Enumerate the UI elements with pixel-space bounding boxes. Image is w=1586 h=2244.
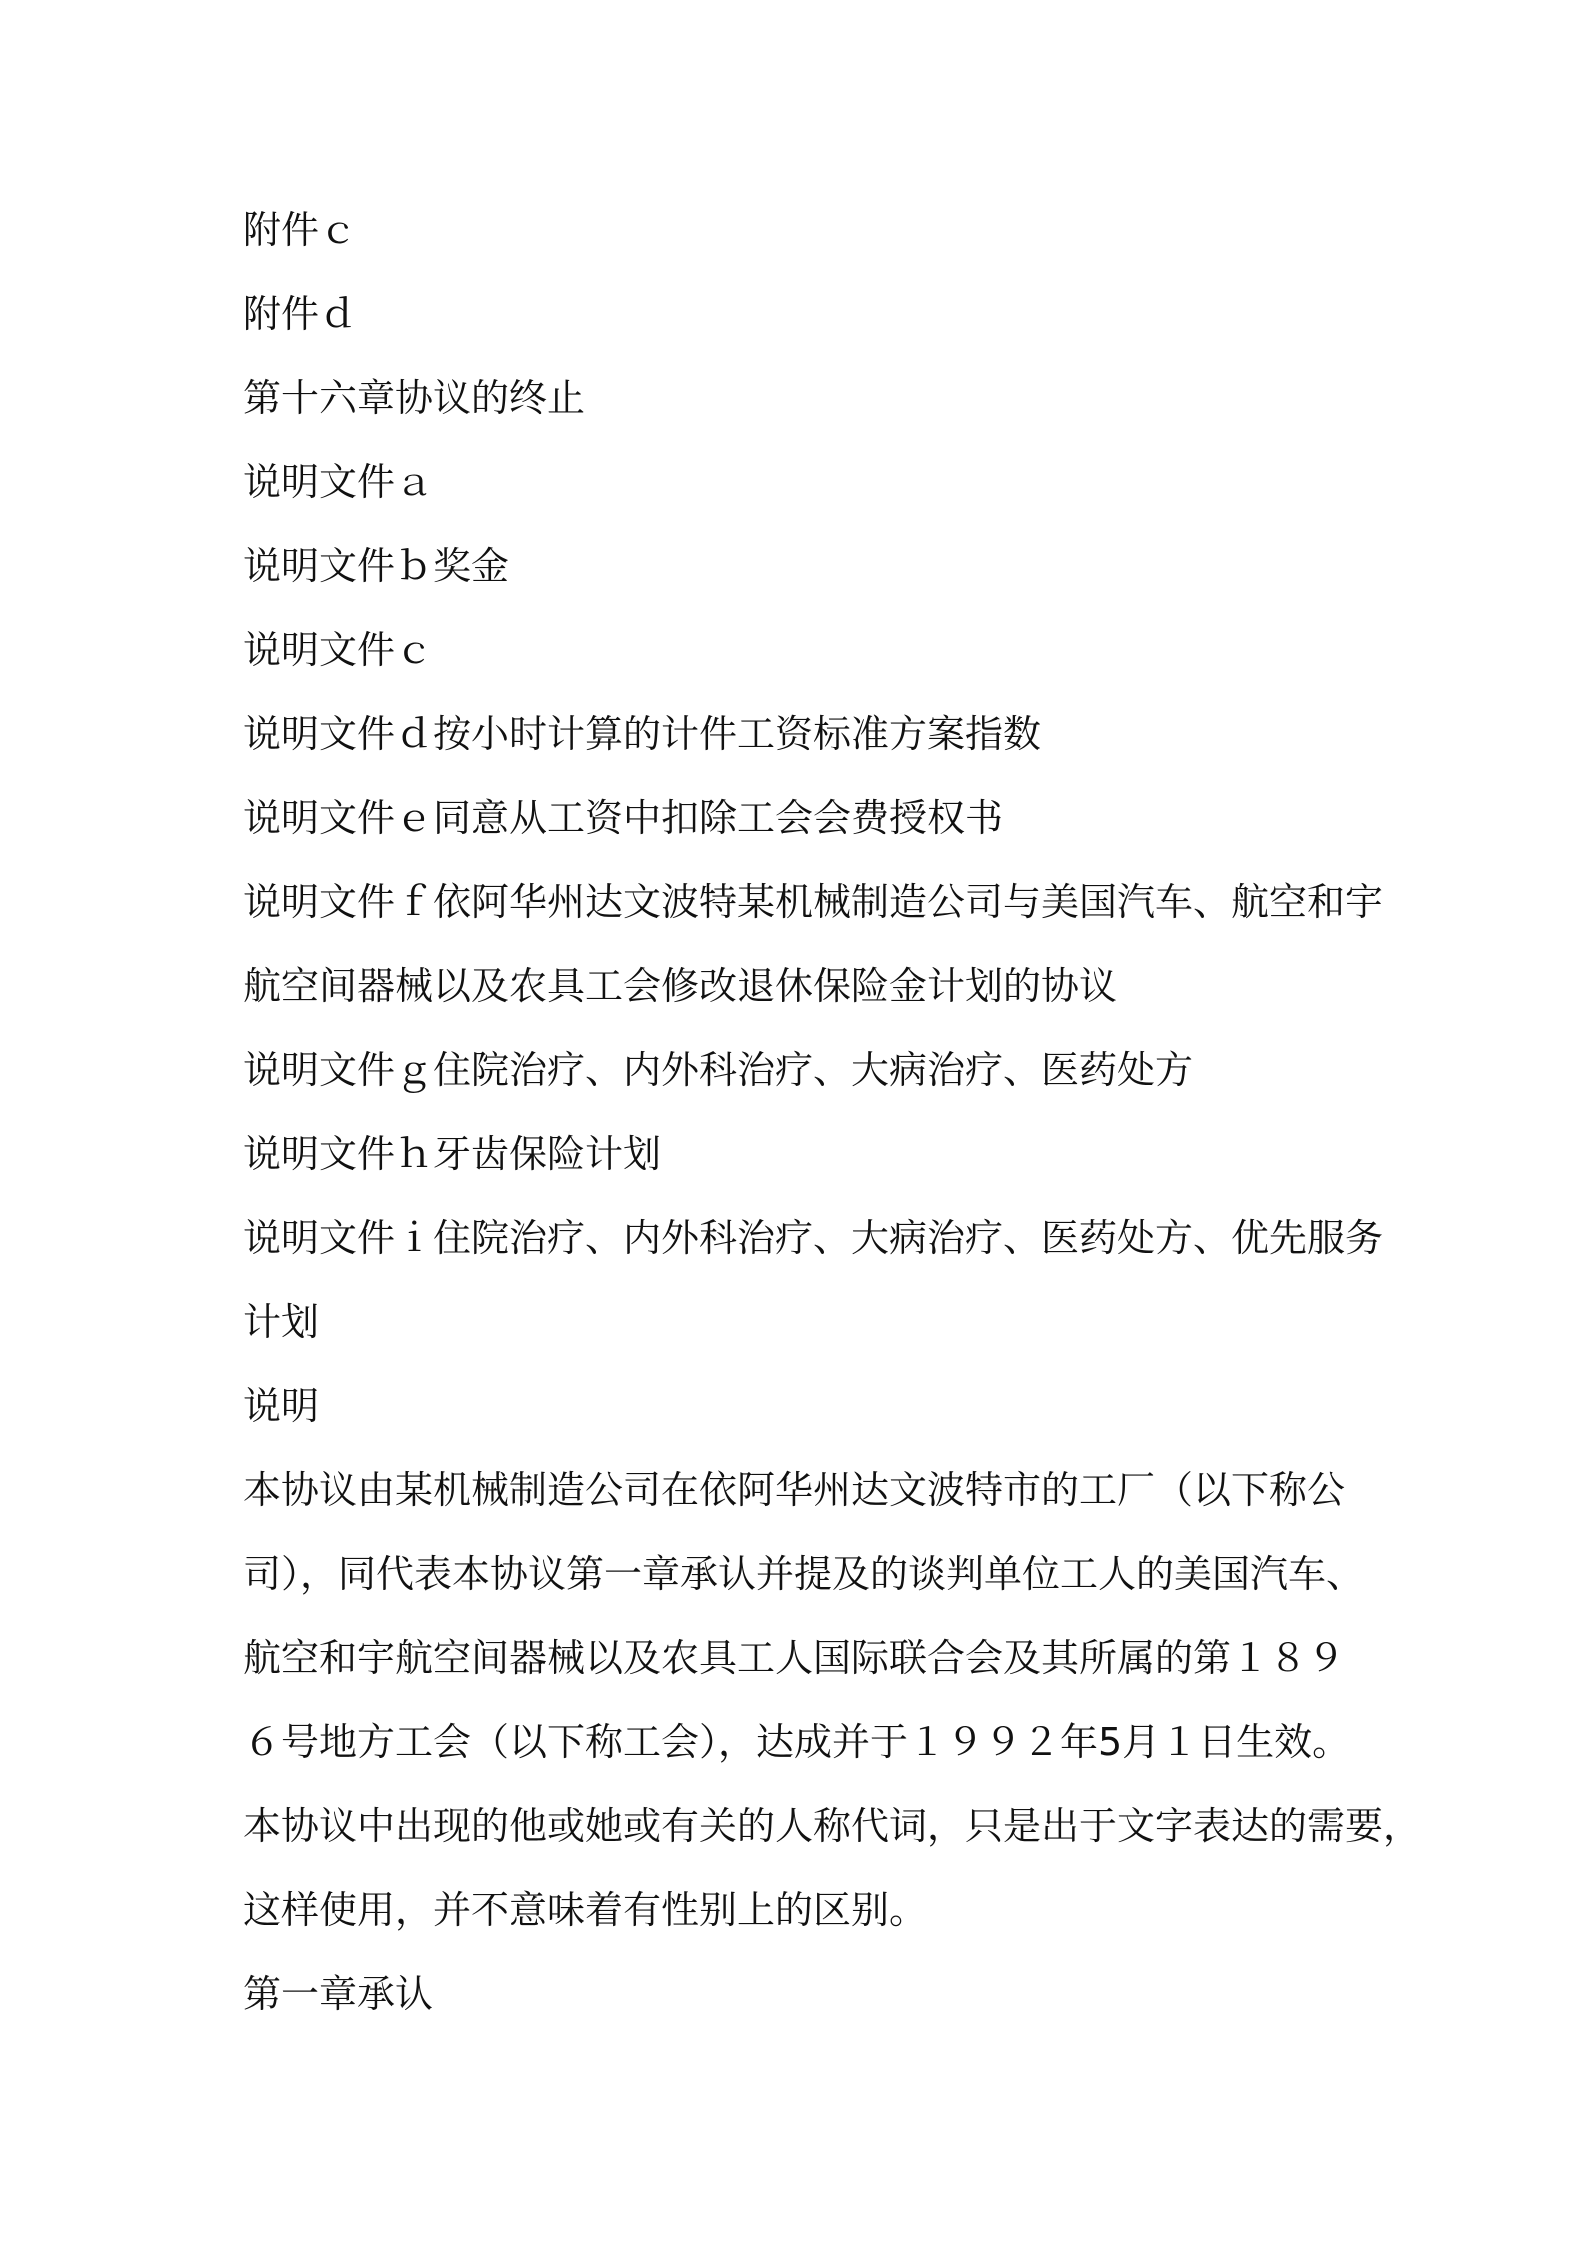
paragraph-line: 航空和宇航空间器械以及农具工人国际联合会及其所属的第１８９ <box>243 1636 1346 1680</box>
text-line: 附件ｃ <box>243 208 358 252</box>
text-line: 航空间器械以及农具工会修改退休保险金计划的协议 <box>243 964 1118 1008</box>
paragraph-line: 本协议中出现的他或她或有关的人称代词，只是出于文字表达的需要， <box>243 1804 1422 1848</box>
document-body <box>243 198 1422 2046</box>
text-line: 说明文件ｃ <box>243 628 434 672</box>
text-line: 说明文件ｂ奖金 <box>243 544 510 588</box>
text-line: 说明文件ｆ依阿华州达文波特某机械制造公司与美国汽车、航空和宇 <box>243 880 1384 924</box>
text-line: 说明文件ｉ住院治疗、内外科治疗、大病治疗、医药处方、优先服务 <box>243 1216 1384 1260</box>
text-line: 说明文件ａ <box>243 460 434 504</box>
text-line: 说明文件ｇ住院治疗、内外科治疗、大病治疗、医药处方 <box>243 1048 1194 1092</box>
section-heading: 说明 <box>243 1384 320 1428</box>
text-line: 说明文件ｄ按小时计算的计件工资标准方案指数 <box>243 712 1042 756</box>
paragraph-line: 这样使用，并不意味着有性别上的区别。 <box>243 1888 928 1932</box>
chapter-heading: 第十六章协议的终止 <box>243 376 586 420</box>
text-line: 计划 <box>243 1300 320 1344</box>
text-line: 说明文件ｅ同意从工资中扣除工会会费授权书 <box>243 796 1004 840</box>
paragraph-line: 司），同代表本协议第一章承认并提及的谈判单位工人的美国汽车、 <box>243 1552 1365 1596</box>
paragraph-line: ６号地方工会（以下称工会），达成并于１９９２年5月１日生效。 <box>243 1720 1351 1764</box>
text-line: 说明文件ｈ牙齿保险计划 <box>243 1132 662 1176</box>
text-line: 附件ｄ <box>243 292 358 336</box>
chapter-heading: 第一章承认 <box>243 1972 434 2016</box>
paragraph-line: 本协议由某机械制造公司在依阿华州达文波特市的工厂（以下称公 <box>243 1468 1346 1512</box>
